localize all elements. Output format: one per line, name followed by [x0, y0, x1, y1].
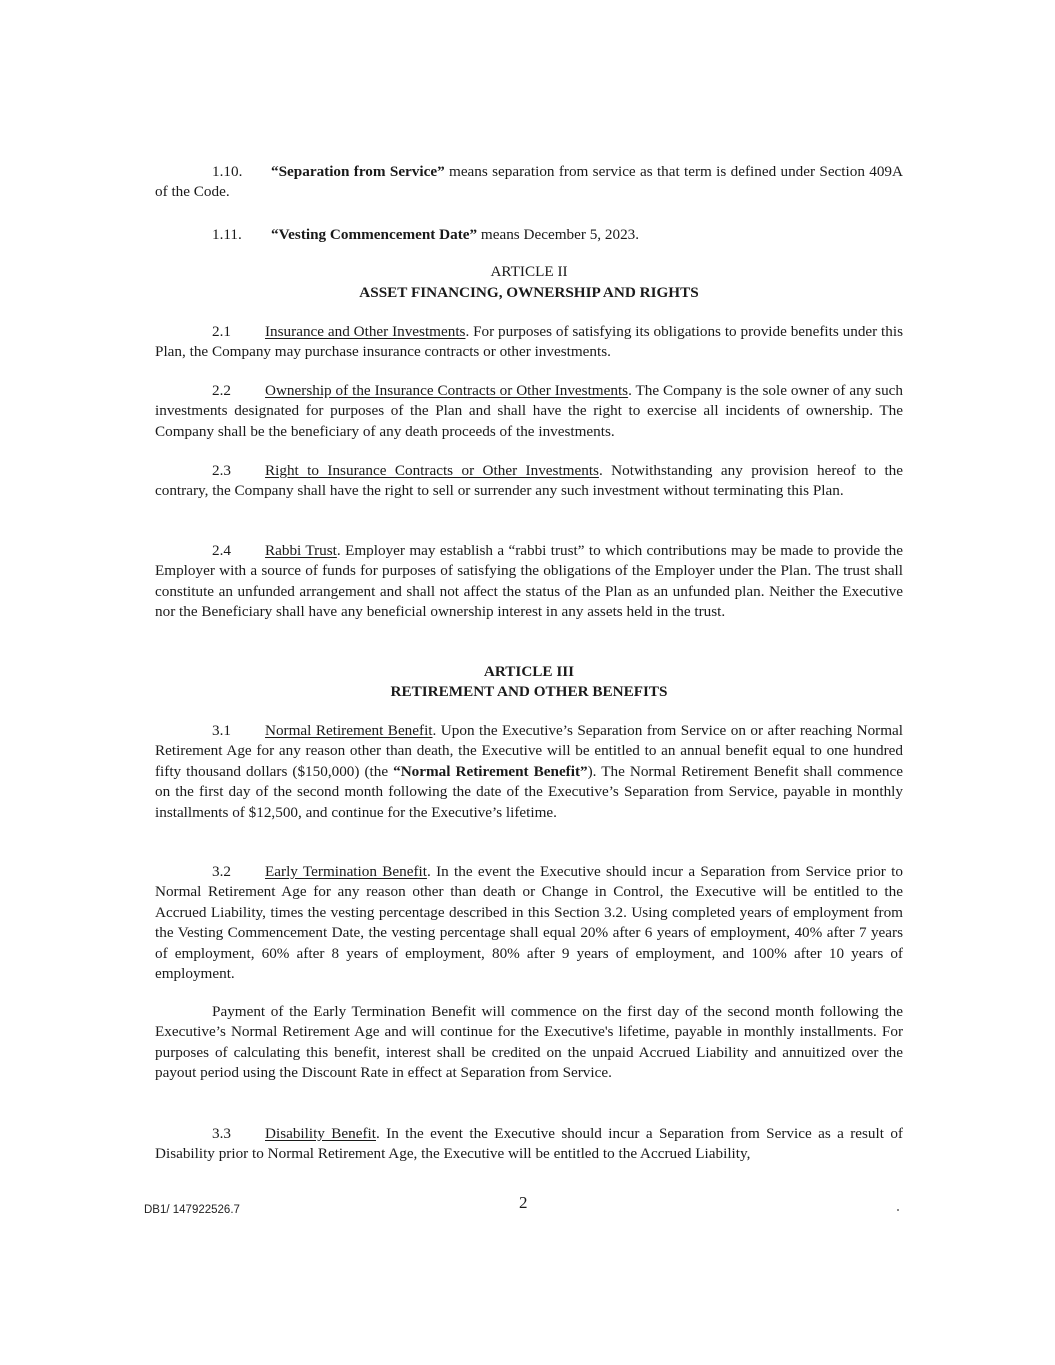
section-1-10 — [155, 162, 903, 203]
defined-term: “Separation from Service” — [271, 163, 445, 180]
section-number: 2.3 — [212, 462, 231, 479]
section-heading: Right to Insurance Contracts or Other Investments — [265, 462, 599, 479]
scan-speck — [897, 1209, 899, 1211]
section-3-1 — [155, 721, 903, 823]
section-heading: Normal Retirement Benefit — [265, 722, 433, 739]
section-text: . For purposes of satisfying its obligations to provide benefits under this Plan, the Company may purchase insurance contracts or other investments. — [155, 323, 903, 361]
section-text-continued: ). The Normal Retirement Benefit shall commence on the first day of the second month following the date of the Executive’s Separation from Service, payable in monthly installments of $12,500, and continue for the Executive’s lifetime. — [155, 762, 903, 821]
section-2-2 — [155, 381, 903, 442]
section-number: 1.11. — [212, 226, 242, 243]
page-number: 2 — [519, 1193, 528, 1212]
section-number: 2.2 — [212, 382, 231, 399]
section-3-3 — [155, 1124, 903, 1165]
section-3-2 — [155, 862, 903, 984]
section-number: 3.2 — [212, 863, 231, 880]
section-text: . Upon the Executive’s Separation from Service on or after reaching Normal Retirement Age for any reason other than death, the Executive will be entitled to an annual benefit equal to one hundred fifty thousand dollars ($150,000) (the — [155, 722, 903, 780]
article-3-title: RETIREMENT AND OTHER BENEFITS — [390, 683, 668, 700]
section-number: 2.1 — [212, 323, 231, 340]
section-2-1 — [155, 322, 903, 363]
section-heading: Disability Benefit — [265, 1125, 376, 1142]
section-heading: Early Termination Benefit — [265, 863, 427, 880]
section-text: Payment of the Early Termination Benefit will commence on the first day of the second month following the Executive’s Normal Retirement Age and will continue for the Executive's lifetime, payable in monthly installments. For purposes of calculating this benefit, interest shall be credited on the unpaid Accrued Liability and annuitized over the payout period using the Discount Rate in effect at Separation from Service. — [155, 1003, 903, 1082]
section-text: . Employer may establish a “rabbi trust” to which contributions may be made to provide the Employer with a source of funds for purposes of satisfying the obligations of the Employer under the Plan. The trust shall constitute an unfunded arrangement and shall not affect the status of the Plan as an unfunded plan. Neither the Executive nor the Beneficiary shall have any beneficial ownership interest in any assets held in the trust. — [155, 542, 904, 621]
section-text: . In the event the Executive should incur a Separation from Service as a result of Disability prior to Normal Retirement Age, the Executive will be entitled to the Accrued Liability, — [155, 1125, 903, 1163]
section-text: means separation from service as that term is defined under Section 409A of the Code. — [155, 163, 903, 201]
section-number: 3.3 — [212, 1125, 231, 1142]
article-2-title: ASSET FINANCING, OWNERSHIP AND RIGHTS — [359, 284, 699, 301]
article-2-label: ARTICLE II — [490, 263, 568, 280]
section-text: . The Company is the sole owner of any such investments designated for purposes of the Plan and shall have the right to exercise all incidents of ownership. The Company shall be the beneficiary of any death proceeds of the investments. — [155, 382, 903, 440]
section-number: 3.1 — [212, 722, 231, 739]
section-text: . Notwithstanding any provision hereof to the contrary, the Company shall have the right to sell or surrender any such investment without terminating this Plan. — [155, 462, 903, 500]
section-number: 2.4 — [212, 542, 231, 559]
section-number: 1.10. — [212, 163, 243, 180]
section-heading: Insurance and Other Investments — [265, 323, 466, 340]
document-id: DB1/ 147922526.7 — [144, 1204, 240, 1216]
section-text: . In the event the Executive should incur a Separation from Service prior to Normal Retirement Age for any reason other than death or Change in Control, the Executive will be entitled to the Accrued Liability, times the vesting percentage described in this Section 3.2. Using completed years of employment from the Vesting Commencement Date, the vesting percentage shall equal 20% after 6 years of employment, 40% after 7 years of employment, 60% after 8 years of employment, 80% after 9 years of employment, and 100% after 10 years of employment. — [155, 863, 903, 983]
section-2-4 — [155, 541, 903, 623]
section-3-2-payment — [155, 1002, 903, 1084]
section-text: means December 5, 2023. — [477, 226, 640, 243]
section-2-3 — [155, 461, 903, 502]
section-1-11 — [155, 225, 903, 245]
article-3-label: ARTICLE III — [483, 663, 575, 680]
section-heading: Ownership of the Insurance Contracts or Other Investments — [265, 382, 629, 399]
defined-term: “Normal Retirement Benefit” — [393, 762, 588, 780]
defined-term: “Vesting Commencement Date” — [271, 226, 478, 243]
section-heading: Rabbi Trust — [265, 542, 337, 559]
